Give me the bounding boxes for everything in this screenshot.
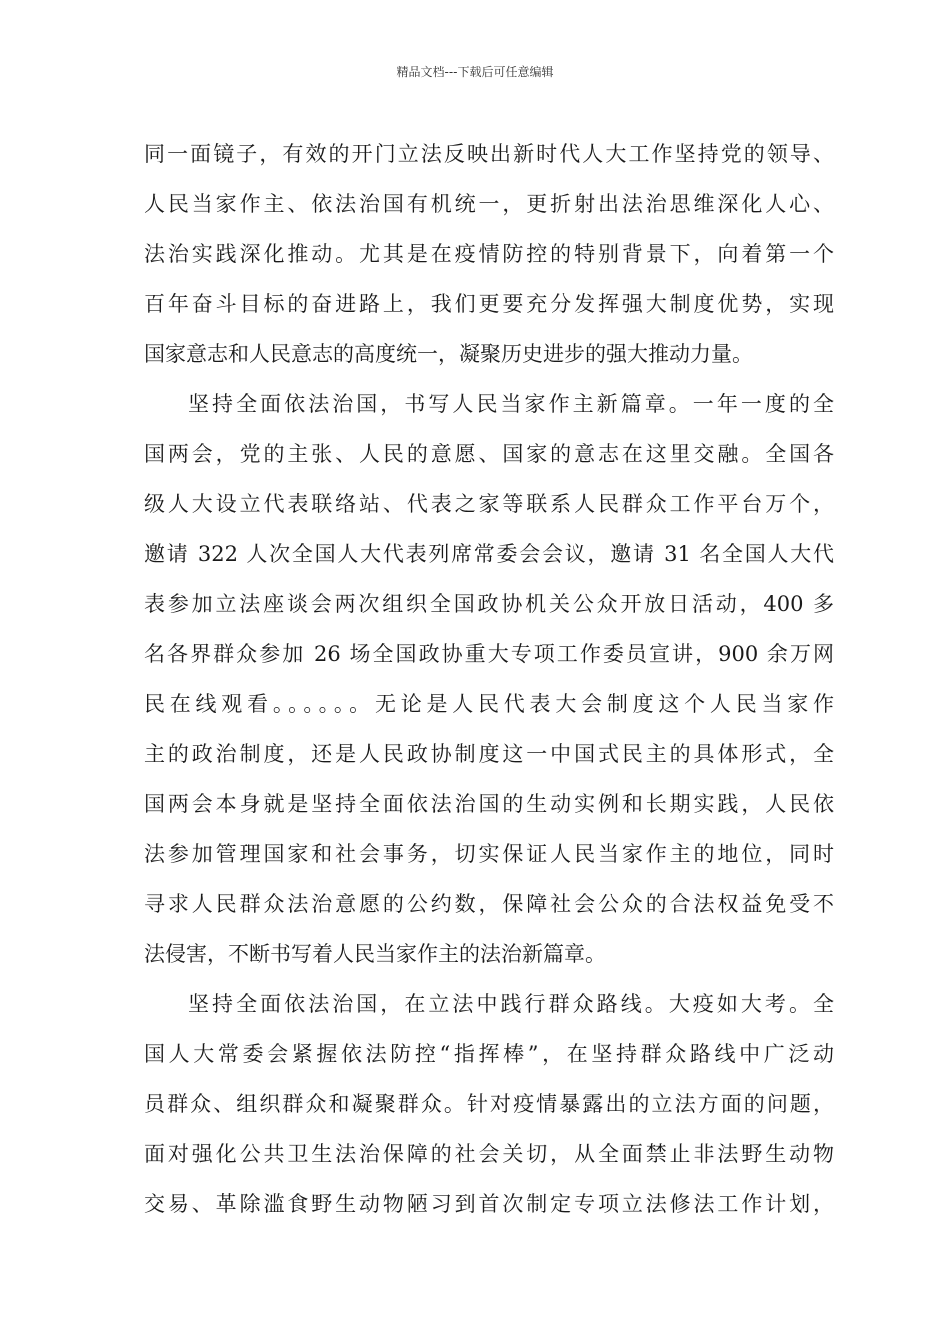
text-line: 员群众、组织群众和凝聚群众。针对疫情暴露出的立法方面的问题， <box>144 1092 834 1116</box>
text-line: 名各界群众参加 26 场全国政协重大专项工作委员宣讲，900 余万网 <box>144 642 834 666</box>
text-line: 主的政治制度，还是人民政协制度这一中国式民主的具体形式，全 <box>144 742 834 766</box>
text-line: 面对强化公共卫生法治保障的社会关切，从全面禁止非法野生动物 <box>144 1142 834 1166</box>
text-line: 民在线观看。。。。。。无论是人民代表大会制度这个人民当家作 <box>144 692 834 716</box>
text-line: 百年奋斗目标的奋进路上，我们更要充分发挥强大制度优势，实现 <box>144 292 834 316</box>
text-line: 寻求人民群众法治意愿的公约数，保障社会公众的合法权益免受不 <box>144 892 834 916</box>
page-header: 精品文档---下载后可任意编辑 <box>396 65 554 79</box>
paragraph-2 <box>144 379 834 979</box>
text-line: 法参加管理国家和社会事务，切实保证人民当家作主的地位，同时 <box>144 842 834 866</box>
text-line: 国家意志和人民意志的高度统一，凝聚历史进步的强大推动力量。 <box>144 342 753 366</box>
text-line: 人民当家作主、依法治国有机统一，更折射出法治思维深化人心、 <box>144 192 834 216</box>
text-line: 邀请 322 人次全国人大代表列席常委会会议，邀请 31 名全国人大代 <box>144 542 834 566</box>
paragraph-3 <box>144 979 834 1229</box>
text-line: 级人大设立代表联络站、代表之家等联系人民群众工作平台万个， <box>144 492 834 516</box>
text-line: 坚持全面依法治国，在立法中践行群众路线。大疫如大考。全 <box>188 992 834 1016</box>
text-line: 法治实践深化推动。尤其是在疫情防控的特别背景下，向着第一个 <box>144 242 834 266</box>
text-line: 国人大常委会紧握依法防控“指挥棒”，在坚持群众路线中广泛动 <box>144 1042 834 1066</box>
text-line: 交易、革除滥食野生动物陋习到首次制定专项立法修法工作计划， <box>144 1192 834 1216</box>
text-line: 表参加立法座谈会两次组织全国政协机关公众开放日活动，400 多 <box>144 592 834 616</box>
text-line: 法侵害，不断书写着人民当家作主的法治新篇章。 <box>144 942 606 966</box>
text-line: 同一面镜子，有效的开门立法反映出新时代人大工作坚持党的领导、 <box>144 142 834 166</box>
text-line: 国两会，党的主张、人民的意愿、国家的意志在这里交融。全国各 <box>144 442 834 466</box>
text-line: 坚持全面依法治国，书写人民当家作主新篇章。一年一度的全 <box>188 392 834 416</box>
paragraph-1 <box>144 129 834 379</box>
text-line: 国两会本身就是坚持全面依法治国的生动实例和长期实践，人民依 <box>144 792 834 816</box>
document-body <box>144 129 834 1229</box>
